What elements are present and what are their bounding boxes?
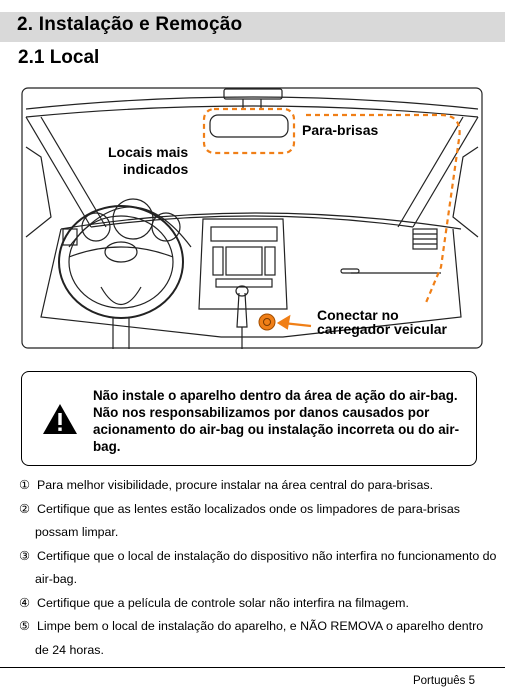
best-locations-label-line2: indicados [123,161,189,177]
subsection-title: 2.1 Local [18,47,100,68]
list-item-text: Certifique que as lentes estão localizados onde os limpadores de para-brisas possam limpar. [35,501,460,539]
list-item-number: ① [19,478,31,492]
list-item-number: ③ [19,548,31,563]
section-title: 2. Instalação e Remoção [17,14,243,35]
airbag-warning-box [21,371,477,466]
list-item-text: Certifique que a película de controle solar não interfira na filmagem. [37,595,409,610]
dashboard-drawing [21,87,483,349]
list-item-number: ④ [19,595,31,610]
list-item-text: Limpe bem o local de instalação do aparelho, e NÃO REMOVA o aparelho dentro de 24 horas. [35,619,484,657]
list-item [19,545,499,592]
list-item-text: Certifique que o local de instalação do dispositivo não interfira no funcionamento do air-bag. [35,548,497,586]
list-item-number: ② [19,501,31,516]
best-locations-label-line1: Locais mais [108,144,189,160]
list-item [19,474,499,498]
list-item [19,592,499,616]
list-item [19,615,499,662]
list-item-text: Para melhor visibilidade, procure instalar na área central do para-brisas. [37,478,434,492]
installation-tips-list [19,474,499,662]
list-item-number: ⑤ [19,619,31,633]
car-interior-illustration [21,87,483,349]
warning-triangle-icon [42,403,78,435]
airbag-warning-text: Não instale o aparelho dentro da área de ação do air-bag. Não nos responsabilizamos por danos causados por acionamento do air-bag ou instalação incorreta ou do air-bag. [93,388,460,454]
connect-label-line2: carregador veicular [317,321,447,337]
page-footer: Português 5 [412,675,475,687]
windshield-label: Para-brisas [302,122,379,138]
connect-label-line1: Conectar no [317,307,399,323]
list-item [19,498,499,545]
footer-divider [0,667,505,668]
